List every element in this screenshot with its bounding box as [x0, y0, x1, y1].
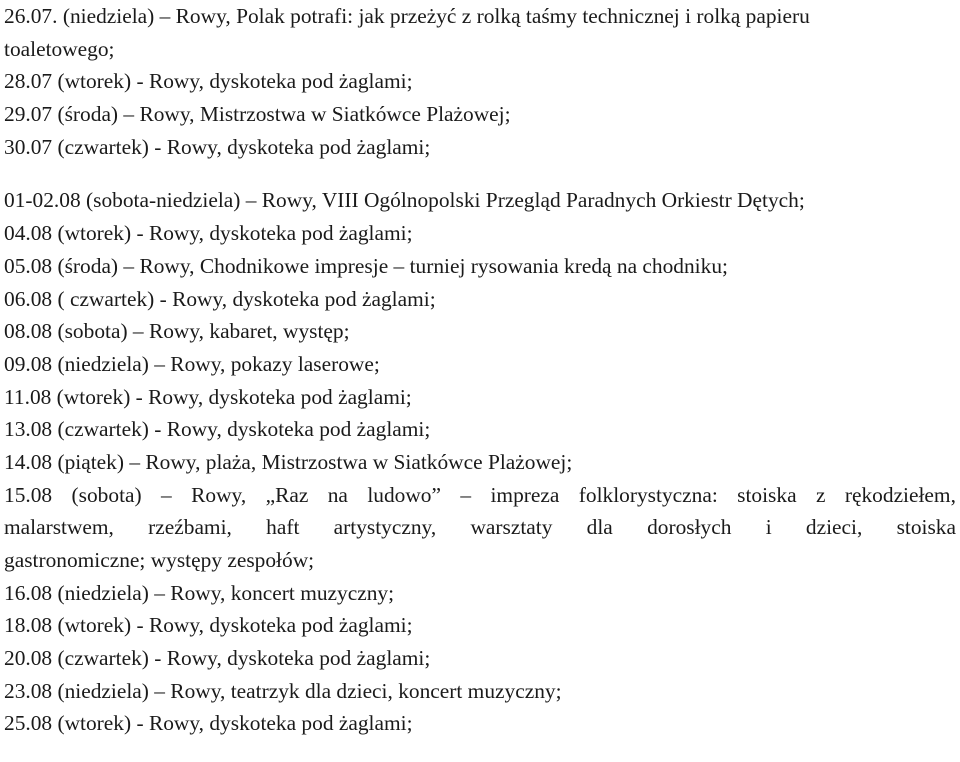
word: (sobota): [71, 482, 142, 507]
word: Rowy,: [191, 482, 247, 507]
event-line: 04.08 (wtorek) - Rowy, dyskoteka pod żaglami;: [4, 221, 413, 246]
word: stoiska: [896, 515, 956, 540]
word: artystyczny,: [333, 515, 437, 540]
word: ludowo”: [367, 482, 441, 507]
word: dla: [586, 515, 613, 540]
event-line: 14.08 (piątek) – Rowy, plaża, Mistrzostwa w Siatkówce Plażowej;: [4, 449, 573, 474]
event-line: 29.07 (środa) – Rowy, Mistrzostwa w Siatkówce Plażowej;: [4, 102, 511, 127]
event-line: 28.07 (wtorek) - Rowy, dyskoteka pod żaglami;: [4, 69, 413, 94]
justified-line: [4, 479, 956, 512]
event-line: 30.07 (czwartek) - Rowy, dyskoteka pod żaglami;: [4, 134, 431, 159]
word: rękodziełem,: [844, 482, 956, 507]
event-line: 08.08 (sobota) – Rowy, kabaret, występ;: [4, 319, 350, 344]
august-events: [4, 184, 956, 740]
word: –: [161, 482, 172, 507]
word: dorosłych: [647, 515, 732, 540]
justified-line: [4, 511, 956, 544]
word: stoiska: [737, 482, 797, 507]
event-line: 11.08 (wtorek) - Rowy, dyskoteka pod żaglami;: [4, 384, 412, 409]
event-paragraph-1508: [4, 479, 956, 577]
blank-line: [4, 163, 956, 184]
july-events: [4, 0, 956, 163]
word: rzeźbami,: [148, 515, 232, 540]
event-line: 09.08 (niedziela) – Rowy, pokazy laserowe;: [4, 351, 380, 376]
event-line: 18.08 (wtorek) - Rowy, dyskoteka pod żaglami;: [4, 613, 413, 638]
event-line: 26.07. (niedziela) – Rowy, Polak potrafi: jak przeżyć z rolką taśmy technicznej i rolką papieru: [4, 4, 810, 28]
event-line: 01-02.08 (sobota-niedziela) – Rowy, VIII Ogólnopolski Przegląd Paradnych Orkiestr Dętych;: [4, 188, 805, 213]
event-line: 16.08 (niedziela) – Rowy, koncert muzyczny;: [4, 580, 395, 605]
event-line: 06.08 ( czwartek) - Rowy, dyskoteka pod żaglami;: [4, 286, 436, 311]
word: 15.08: [4, 482, 53, 507]
word: dzieci,: [805, 515, 863, 540]
event-line: toaletowego;: [4, 36, 115, 61]
word: na: [327, 482, 348, 507]
word: haft: [266, 515, 300, 540]
event-line: 23.08 (niedziela) – Rowy, teatrzyk dla dzieci, koncert muzyczny;: [4, 678, 562, 703]
word: „Raz: [265, 482, 309, 507]
word: impreza: [490, 482, 560, 507]
word: malarstwem,: [4, 515, 114, 540]
word: folklorystyczna:: [578, 482, 718, 507]
word: warsztaty: [470, 515, 553, 540]
event-line: 20.08 (czwartek) - Rowy, dyskoteka pod żaglami;: [4, 646, 431, 671]
event-line: 05.08 (środa) – Rowy, Chodnikowe impresje – turniej rysowania kredą na chodniku;: [4, 253, 728, 278]
word: i: [765, 515, 772, 540]
word: –: [460, 482, 472, 507]
word: z: [815, 482, 826, 507]
event-line: 13.08 (czwartek) - Rowy, dyskoteka pod żaglami;: [4, 417, 431, 442]
event-line: 25.08 (wtorek) - Rowy, dyskoteka pod żaglami;: [4, 711, 413, 736]
event-line: gastronomiczne; występy zespołów;: [4, 548, 315, 572]
event-schedule-document: [4, 0, 956, 740]
